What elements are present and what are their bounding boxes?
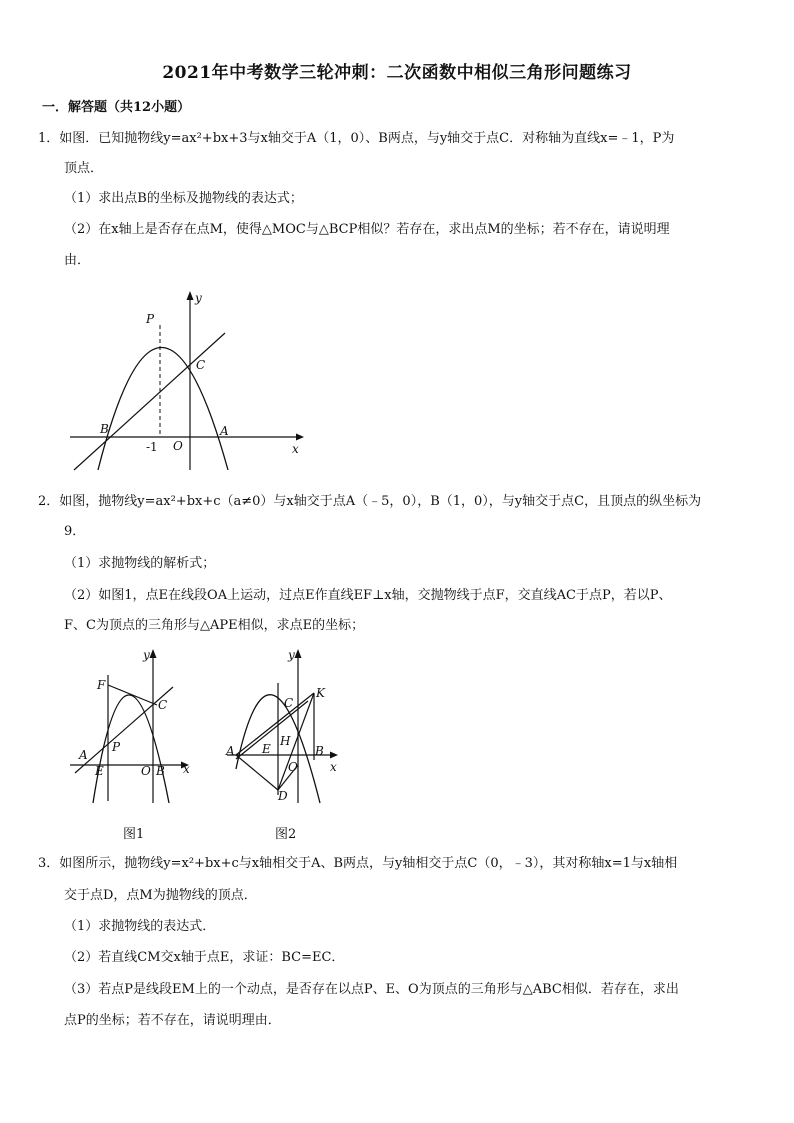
q2f2-point-E: E: [262, 742, 271, 756]
section-heading: 一．解答题（共12小题）: [42, 100, 191, 115]
q3-part3-line2: 点P的坐标；若不存在，请说明理由．: [64, 1013, 281, 1028]
q2f1-point-E: E: [95, 764, 104, 778]
q1-part2-line1: （2）在x轴上是否存在点M，使得△MOC与△BCP相似？若存在，求出点M的坐标；若不存在，请说明理: [64, 222, 670, 237]
q2-stem-line2: 9．: [64, 524, 86, 539]
q2-part2-line1: （2）如图1，点E在线段OA上运动，过点E作直线EF⊥x轴，交抛物线于点F，交直线AC于点P，若以P、: [64, 588, 672, 603]
q1-part2-line2: 由．: [64, 253, 91, 268]
q2f1-x-label: x: [183, 762, 190, 776]
q2f2-point-A: A: [226, 744, 235, 758]
q1-x-label: x: [292, 442, 299, 456]
q2f2-y-label: y: [288, 648, 295, 662]
q2f1-y-label: y: [143, 648, 150, 662]
q1-point-C: C: [196, 358, 206, 372]
q1-stem-line1: 1．如图．已知抛物线y=ax²+bx+3与x轴交于A（1，0）、B两点，与y轴交于点C．对称轴为直线x=﹣1，P为: [38, 131, 675, 146]
q2f2-x-label: x: [330, 760, 337, 774]
q1-point-P: P: [146, 312, 155, 326]
q2f1-point-C: C: [158, 698, 168, 712]
q2f2-point-C: C: [284, 696, 294, 710]
q2-part2-line2: F、C为顶点的三角形与△APE相似，求点E的坐标；: [64, 618, 365, 633]
q3-stem-line1: 3．如图所示，抛物线y=x²+bx+c与x轴相交于A、B两点，与y轴相交于点C（0，﹣3），其对称轴x=1与x轴相: [38, 856, 678, 871]
q2-figure2-caption: 图2: [275, 827, 297, 842]
q2f1-point-F: F: [97, 678, 106, 692]
q2-figure1: [65, 645, 200, 809]
q2-figure1-caption: 图1: [123, 827, 145, 842]
q2f2-point-D: D: [278, 789, 288, 803]
q1-part1: （1）求出点B的坐标及抛物线的表达式；: [64, 191, 303, 206]
q2f1-point-A: A: [79, 748, 88, 762]
q1-tick-neg1: -1: [146, 440, 158, 454]
q2f2-point-K: K: [316, 686, 325, 700]
q3-part1: （1）求抛物线的表达式．: [64, 919, 216, 934]
q1-origin-O: O: [173, 439, 183, 453]
q1-point-A: A: [220, 424, 229, 438]
q1-point-B: B: [100, 422, 109, 436]
q2-part1: （1）求抛物线的解析式；: [64, 556, 216, 571]
q3-part2: （2）若直线CM交x轴于点E，求证：BC=EC．: [64, 950, 345, 965]
q3-part3-line1: （3）若点P是线段EM上的一个动点，是否存在以点P、E、O为顶点的三角形与△ABC相似．若存在，求出: [64, 982, 679, 997]
q1-stem-line2: 顶点．: [64, 161, 104, 176]
q1-y-label: y: [195, 291, 202, 305]
page-title: 2021年中考数学三轮冲刺：二次函数中相似三角形问题练习: [162, 63, 632, 83]
q2f2-origin-O: O: [288, 760, 298, 774]
q2f1-point-B: B: [156, 764, 165, 778]
q2-stem-line1: 2．如图，抛物线y=ax²+bx+c（a≠0）与x轴交于点A（﹣5，0），B（1，0），与y轴交于点C，且顶点的纵坐标为: [38, 494, 702, 509]
q2f2-point-H: H: [280, 734, 291, 748]
q2f1-point-P: P: [112, 740, 121, 754]
q3-stem-line2: 交于点D，点M为抛物线的顶点．: [64, 888, 257, 903]
q2-figure2: [222, 645, 357, 814]
q1-figure: [60, 285, 320, 479]
q2f2-point-B: B: [315, 744, 324, 758]
q2f1-origin-O: O: [141, 764, 151, 778]
